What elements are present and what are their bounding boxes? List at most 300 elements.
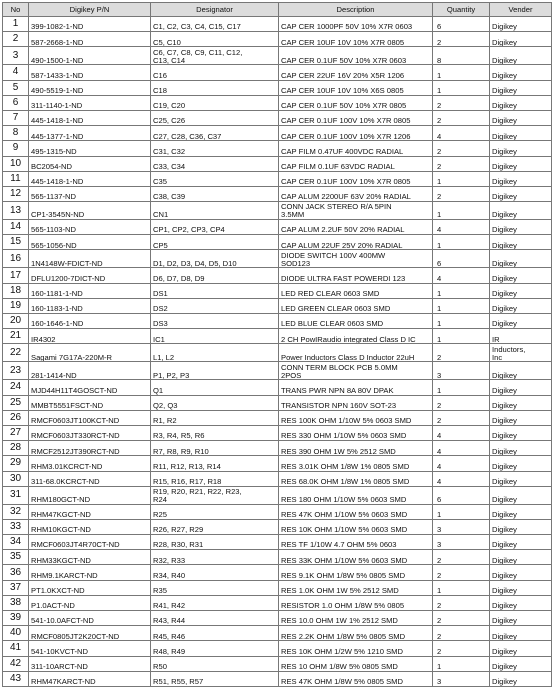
description-cell: CAP CER 0.1UF 50V 10% X7R 0603 [279, 47, 433, 65]
description-cell: CAP CER 22UF 16V 20% X5R 1206 [279, 65, 433, 80]
designator-cell: D1, D2, D3, D4, D5, D10 [151, 250, 279, 268]
part-number-cell: 311-1140-1-ND [29, 95, 151, 110]
table-row [3, 186, 552, 201]
designator-cell: R1, R2 [151, 410, 279, 425]
designator-cell: C1, C2, C3, C4, C15, C17 [151, 17, 279, 32]
quantity-cell: 4 [433, 456, 490, 471]
table-row [3, 250, 552, 268]
designator-cell: D6, D7, D8, D9 [151, 268, 279, 283]
quantity-cell: 1 [433, 504, 490, 519]
row-number: 8 [3, 126, 29, 141]
part-number-cell: DFLU1200-7DICT-ND [29, 268, 151, 283]
row-number: 18 [3, 283, 29, 298]
designator-cell: C35 [151, 171, 279, 186]
description-cell: 2 CH PowIRaudio integrated Class D IC [279, 329, 433, 344]
quantity-cell: 3 [433, 535, 490, 550]
description-cell: CONN JACK STEREO R/A 5PIN 3.5MM [279, 202, 433, 220]
designator-cell: R19, R20, R21, R22, R23, R24 [151, 486, 279, 504]
quantity-cell: 2 [433, 410, 490, 425]
description-cell: TRANSISTOR NPN 160V SOT-23 [279, 395, 433, 410]
table-row [3, 410, 552, 425]
part-number-cell: 565-1103-ND [29, 220, 151, 235]
description-cell: RESISTOR 1.0 OHM 1/8W 5% 0805 [279, 595, 433, 610]
designator-cell: R48, R49 [151, 641, 279, 656]
vender-cell: Digikey [490, 95, 552, 110]
table-row [3, 283, 552, 298]
table-row [3, 47, 552, 65]
description-cell: RES 47K OHM 1/8W 5% 0805 SMD [279, 671, 433, 686]
vender-cell: Digikey [490, 110, 552, 125]
part-number-cell: MMBT5551FSCT-ND [29, 395, 151, 410]
vender-cell: Digikey [490, 580, 552, 595]
quantity-cell: 6 [433, 486, 490, 504]
table-row [3, 329, 552, 344]
designator-cell: L1, L2 [151, 344, 279, 362]
designator-cell: DS2 [151, 298, 279, 313]
quantity-cell: 6 [433, 17, 490, 32]
quantity-cell: 4 [433, 220, 490, 235]
part-number-cell: 160-1183-1-ND [29, 298, 151, 313]
part-number-cell: RHM9.1KARCT-ND [29, 565, 151, 580]
designator-cell: R26, R27, R29 [151, 519, 279, 534]
quantity-cell: 1 [433, 580, 490, 595]
row-number: 11 [3, 171, 29, 186]
vender-cell: Digikey [490, 314, 552, 329]
designator-cell: R45, R46 [151, 626, 279, 641]
part-number-cell: RMCF2512JT390RCT-ND [29, 441, 151, 456]
table-row [3, 641, 552, 656]
row-number: 43 [3, 671, 29, 686]
row-number: 35 [3, 550, 29, 565]
quantity-cell: 4 [433, 268, 490, 283]
row-number: 15 [3, 235, 29, 250]
designator-cell: C19, C20 [151, 95, 279, 110]
quantity-cell: 2 [433, 611, 490, 626]
row-number: 36 [3, 565, 29, 580]
quantity-cell: 1 [433, 329, 490, 344]
quantity-cell: 2 [433, 186, 490, 201]
description-cell: RES 180 OHM 1/10W 5% 0603 SMD [279, 486, 433, 504]
designator-cell: Q2, Q3 [151, 395, 279, 410]
quantity-cell: 2 [433, 565, 490, 580]
header-description: Description [279, 3, 433, 17]
table-row [3, 344, 552, 362]
quantity-cell: 1 [433, 65, 490, 80]
row-number: 30 [3, 471, 29, 486]
row-number: 12 [3, 186, 29, 201]
designator-cell: C25, C26 [151, 110, 279, 125]
description-cell: RES 2.2K OHM 1/8W 5% 0805 SMD [279, 626, 433, 641]
description-cell: CAP ALUM 2200UF 63V 20% RADIAL [279, 186, 433, 201]
designator-cell: CP5 [151, 235, 279, 250]
part-number-cell: RMCF0603JT330RCT-ND [29, 425, 151, 440]
vender-cell: Digikey [490, 641, 552, 656]
designator-cell: R35 [151, 580, 279, 595]
vender-cell: Digikey [490, 220, 552, 235]
part-number-cell: 490-1500-1-ND [29, 47, 151, 65]
quantity-cell: 8 [433, 47, 490, 65]
part-number-cell: 490-5519-1-ND [29, 80, 151, 95]
designator-cell: R50 [151, 656, 279, 671]
table-row [3, 425, 552, 440]
vender-cell: IR [490, 329, 552, 344]
vender-cell: Digikey [490, 441, 552, 456]
description-cell: CAP FILM 0.47UF 400VDC RADIAL [279, 141, 433, 156]
part-number-cell: RHM180GCT-ND [29, 486, 151, 504]
description-cell: CAP CER 0.1UF 50V 10% X7R 0805 [279, 95, 433, 110]
part-number-cell: 565-1056-ND [29, 235, 151, 250]
vender-cell: Digikey [490, 504, 552, 519]
designator-cell: R11, R12, R13, R14 [151, 456, 279, 471]
table-row [3, 235, 552, 250]
designator-cell: R51, R55, R57 [151, 671, 279, 686]
quantity-cell: 1 [433, 171, 490, 186]
vender-cell: Digikey [490, 626, 552, 641]
vender-cell: Digikey [490, 519, 552, 534]
description-cell: RES 10K OHM 1/2W 5% 1210 SMD [279, 641, 433, 656]
row-number: 34 [3, 535, 29, 550]
table-row [3, 626, 552, 641]
row-number: 17 [3, 268, 29, 283]
description-cell: CAP CER 10UF 10V 10% X7R 0805 [279, 32, 433, 47]
row-number: 1 [3, 17, 29, 32]
part-number-cell: 160-1646-1-ND [29, 314, 151, 329]
quantity-cell: 2 [433, 395, 490, 410]
quantity-cell: 4 [433, 471, 490, 486]
vender-cell: Digikey [490, 186, 552, 201]
description-cell: CAP ALUM 2.2UF 50V 20% RADIAL [279, 220, 433, 235]
vender-cell: Digikey [490, 380, 552, 395]
vender-cell: Digikey [490, 156, 552, 171]
part-number-cell: 565-1137-ND [29, 186, 151, 201]
vender-cell: Digikey [490, 298, 552, 313]
table-row [3, 362, 552, 380]
part-number-cell: 445-1418-1-ND [29, 171, 151, 186]
description-cell: CAP CER 10UF 10V 10% X6S 0805 [279, 80, 433, 95]
quantity-cell: 2 [433, 141, 490, 156]
table-row [3, 441, 552, 456]
quantity-cell: 4 [433, 441, 490, 456]
vender-cell: Digikey [490, 250, 552, 268]
quantity-cell: 1 [433, 380, 490, 395]
part-number-cell: 495-1315-ND [29, 141, 151, 156]
designator-cell: R43, R44 [151, 611, 279, 626]
part-number-cell: 399-1082-1-ND [29, 17, 151, 32]
quantity-cell: 2 [433, 344, 490, 362]
vender-cell: Digikey [490, 565, 552, 580]
description-cell: RES 1.0K OHM 1W 5% 2512 SMD [279, 580, 433, 595]
vender-cell: Digikey [490, 471, 552, 486]
description-cell: DIODE SWITCH 100V 400MW SOD123 [279, 250, 433, 268]
vender-cell: Digikey [490, 456, 552, 471]
designator-cell: IC1 [151, 329, 279, 344]
row-number: 14 [3, 220, 29, 235]
part-number-cell: RMCF0603JT4R70CT-ND [29, 535, 151, 550]
quantity-cell: 2 [433, 95, 490, 110]
quantity-cell: 2 [433, 32, 490, 47]
designator-cell: C33, C34 [151, 156, 279, 171]
row-number: 7 [3, 110, 29, 125]
row-number: 4 [3, 65, 29, 80]
designator-cell: C31, C32 [151, 141, 279, 156]
table-row [3, 32, 552, 47]
description-cell: CAP CER 0.1UF 100V 10% X7R 0805 [279, 171, 433, 186]
description-cell: RES 47K OHM 1/10W 5% 0603 SMD [279, 504, 433, 519]
description-cell: TRANS PWR NPN 8A 80V DPAK [279, 380, 433, 395]
table-row [3, 17, 552, 32]
table-row [3, 202, 552, 220]
vender-cell: Inductors, Inc [490, 344, 552, 362]
table-row [3, 171, 552, 186]
row-number: 16 [3, 250, 29, 268]
vender-cell: Digikey [490, 425, 552, 440]
description-cell: RES 33K OHM 1/10W 5% 0603 SMD [279, 550, 433, 565]
designator-cell: C27, C28, C36, C37 [151, 126, 279, 141]
part-number-cell: IR4302 [29, 329, 151, 344]
row-number: 23 [3, 362, 29, 380]
part-number-cell: BC2054-ND [29, 156, 151, 171]
description-cell: CAP CER 0.1UF 100V 10% X7R 1206 [279, 126, 433, 141]
quantity-cell: 1 [433, 283, 490, 298]
header-quantity: Quantity [433, 3, 490, 17]
vender-cell: Digikey [490, 486, 552, 504]
row-number: 22 [3, 344, 29, 362]
description-cell: RES 10K OHM 1/10W 5% 0603 SMD [279, 519, 433, 534]
table-row [3, 80, 552, 95]
vender-cell: Digikey [490, 235, 552, 250]
vender-cell: Digikey [490, 141, 552, 156]
designator-cell: R7, R8, R9, R10 [151, 441, 279, 456]
row-number: 41 [3, 641, 29, 656]
vender-cell: Digikey [490, 611, 552, 626]
description-cell: LED RED CLEAR 0603 SMD [279, 283, 433, 298]
row-number: 32 [3, 504, 29, 519]
part-number-cell: PT1.0KXCT-ND [29, 580, 151, 595]
part-number-cell: 445-1377-1-ND [29, 126, 151, 141]
row-number: 29 [3, 456, 29, 471]
table-row [3, 395, 552, 410]
quantity-cell: 3 [433, 519, 490, 534]
bom-table [2, 2, 552, 687]
table-row [3, 380, 552, 395]
table-row [3, 471, 552, 486]
header-designator: Designator [151, 3, 279, 17]
description-cell: CAP ALUM 22UF 25V 20% RADIAL [279, 235, 433, 250]
part-number-cell: MJD44H11T4GOSCT-ND [29, 380, 151, 395]
table-row [3, 486, 552, 504]
table-row [3, 550, 552, 565]
designator-cell: P1, P2, P3 [151, 362, 279, 380]
table-row [3, 519, 552, 534]
quantity-cell: 2 [433, 641, 490, 656]
designator-cell: DS3 [151, 314, 279, 329]
vender-cell: Digikey [490, 283, 552, 298]
part-number-cell: RMCF0805JT2K20CT-ND [29, 626, 151, 641]
row-number: 6 [3, 95, 29, 110]
table-row [3, 314, 552, 329]
designator-cell: R25 [151, 504, 279, 519]
quantity-cell: 1 [433, 314, 490, 329]
row-number: 2 [3, 32, 29, 47]
quantity-cell: 3 [433, 671, 490, 686]
table-row [3, 110, 552, 125]
table-row [3, 595, 552, 610]
designator-cell: R34, R40 [151, 565, 279, 580]
vender-cell: Digikey [490, 595, 552, 610]
header-no: No [3, 3, 29, 17]
vender-cell: Digikey [490, 126, 552, 141]
part-number-cell: 1N4148W-FDICT-ND [29, 250, 151, 268]
description-cell: CONN TERM BLOCK PCB 5.0MM 2POS [279, 362, 433, 380]
vender-cell: Digikey [490, 656, 552, 671]
designator-cell: C16 [151, 65, 279, 80]
part-number-cell: 587-1433-1-ND [29, 65, 151, 80]
part-number-cell: RHM10KGCT-ND [29, 519, 151, 534]
vender-cell: Digikey [490, 535, 552, 550]
quantity-cell: 3 [433, 362, 490, 380]
table-body [3, 17, 552, 687]
description-cell: RES 100K OHM 1/10W 5% 0603 SMD [279, 410, 433, 425]
quantity-cell: 2 [433, 626, 490, 641]
designator-cell: CP1, CP2, CP3, CP4 [151, 220, 279, 235]
row-number: 37 [3, 580, 29, 595]
description-cell: LED BLUE CLEAR 0603 SMD [279, 314, 433, 329]
vender-cell: Digikey [490, 362, 552, 380]
vender-cell: Digikey [490, 65, 552, 80]
header-part-number: Digikey P/N [29, 3, 151, 17]
description-cell: Power Inductors Class D Inductor 22uH [279, 344, 433, 362]
table-row [3, 656, 552, 671]
table-row [3, 141, 552, 156]
part-number-cell: CP1-3545N-ND [29, 202, 151, 220]
table-row [3, 535, 552, 550]
designator-cell: C6, C7, C8, C9, C11, C12, C13, C14 [151, 47, 279, 65]
quantity-cell: 2 [433, 156, 490, 171]
row-number: 38 [3, 595, 29, 610]
table-row [3, 504, 552, 519]
table-row [3, 95, 552, 110]
description-cell: RES 9.1K OHM 1/8W 5% 0805 SMD [279, 565, 433, 580]
vender-cell: Digikey [490, 17, 552, 32]
description-cell: RES 3.01K OHM 1/8W 1% 0805 SMD [279, 456, 433, 471]
quantity-cell: 4 [433, 425, 490, 440]
part-number-cell: Sagami 7G17A-220M-R [29, 344, 151, 362]
description-cell: DIODE ULTRA FAST POWERDI 123 [279, 268, 433, 283]
row-number: 25 [3, 395, 29, 410]
vender-cell: Digikey [490, 268, 552, 283]
row-number: 21 [3, 329, 29, 344]
row-number: 39 [3, 611, 29, 626]
row-number: 19 [3, 298, 29, 313]
table-row [3, 671, 552, 686]
designator-cell: C18 [151, 80, 279, 95]
part-number-cell: 445-1418-1-ND [29, 110, 151, 125]
designator-cell: C5, C10 [151, 32, 279, 47]
part-number-cell: RMCF0603JT100KCT-ND [29, 410, 151, 425]
part-number-cell: 311-10ARCT-ND [29, 656, 151, 671]
description-cell: RES 68.0K OHM 1/8W 1% 0805 SMD [279, 471, 433, 486]
designator-cell: R28, R30, R31 [151, 535, 279, 550]
table-row [3, 126, 552, 141]
quantity-cell: 2 [433, 595, 490, 610]
part-number-cell: P1.0ACT-ND [29, 595, 151, 610]
part-number-cell: RHM33KGCT-ND [29, 550, 151, 565]
table-row [3, 220, 552, 235]
designator-cell: R3, R4, R5, R6 [151, 425, 279, 440]
designator-cell: R15, R16, R17, R18 [151, 471, 279, 486]
row-number: 9 [3, 141, 29, 156]
vender-cell: Digikey [490, 671, 552, 686]
table-row [3, 298, 552, 313]
vender-cell: Digikey [490, 80, 552, 95]
description-cell: RES 10 OHM 1/8W 5% 0805 SMD [279, 656, 433, 671]
vender-cell: Digikey [490, 171, 552, 186]
table-row [3, 156, 552, 171]
table-row [3, 456, 552, 471]
part-number-cell: 541-10KVCT-ND [29, 641, 151, 656]
header-vender: Vender [490, 3, 552, 17]
quantity-cell: 2 [433, 110, 490, 125]
row-number: 27 [3, 425, 29, 440]
designator-cell: C38, C39 [151, 186, 279, 201]
table-row [3, 580, 552, 595]
row-number: 13 [3, 202, 29, 220]
row-number: 40 [3, 626, 29, 641]
table-row [3, 65, 552, 80]
designator-cell: Q1 [151, 380, 279, 395]
part-number-cell: RHM47KGCT-ND [29, 504, 151, 519]
part-number-cell: RHM47KARCT-ND [29, 671, 151, 686]
row-number: 10 [3, 156, 29, 171]
row-number: 31 [3, 486, 29, 504]
quantity-cell: 1 [433, 235, 490, 250]
vender-cell: Digikey [490, 32, 552, 47]
description-cell: RES 10.0 OHM 1W 1% 2512 SMD [279, 611, 433, 626]
row-number: 3 [3, 47, 29, 65]
quantity-cell: 2 [433, 550, 490, 565]
description-cell: RES 330 OHM 1/10W 5% 0603 SMD [279, 425, 433, 440]
row-number: 26 [3, 410, 29, 425]
designator-cell: DS1 [151, 283, 279, 298]
header-row [3, 3, 552, 17]
designator-cell: CN1 [151, 202, 279, 220]
quantity-cell: 1 [433, 298, 490, 313]
quantity-cell: 4 [433, 126, 490, 141]
quantity-cell: 1 [433, 80, 490, 95]
vender-cell: Digikey [490, 47, 552, 65]
quantity-cell: 6 [433, 250, 490, 268]
row-number: 33 [3, 519, 29, 534]
part-number-cell: 541-10.0AFCT-ND [29, 611, 151, 626]
row-number: 20 [3, 314, 29, 329]
table-row [3, 611, 552, 626]
description-cell: RES 390 OHM 1W 5% 2512 SMD [279, 441, 433, 456]
table-row [3, 268, 552, 283]
vender-cell: Digikey [490, 410, 552, 425]
description-cell: CAP CER 0.1UF 100V 10% X7R 0805 [279, 110, 433, 125]
row-number: 24 [3, 380, 29, 395]
quantity-cell: 1 [433, 202, 490, 220]
row-number: 28 [3, 441, 29, 456]
description-cell: CAP FILM 0.1UF 63VDC RADIAL [279, 156, 433, 171]
vender-cell: Digikey [490, 550, 552, 565]
part-number-cell: 281-1414-ND [29, 362, 151, 380]
row-number: 5 [3, 80, 29, 95]
description-cell: RES TF 1/10W 4.7 OHM 5% 0603 [279, 535, 433, 550]
designator-cell: R32, R33 [151, 550, 279, 565]
table-row [3, 565, 552, 580]
part-number-cell: RHM3.01KCRCT-ND [29, 456, 151, 471]
